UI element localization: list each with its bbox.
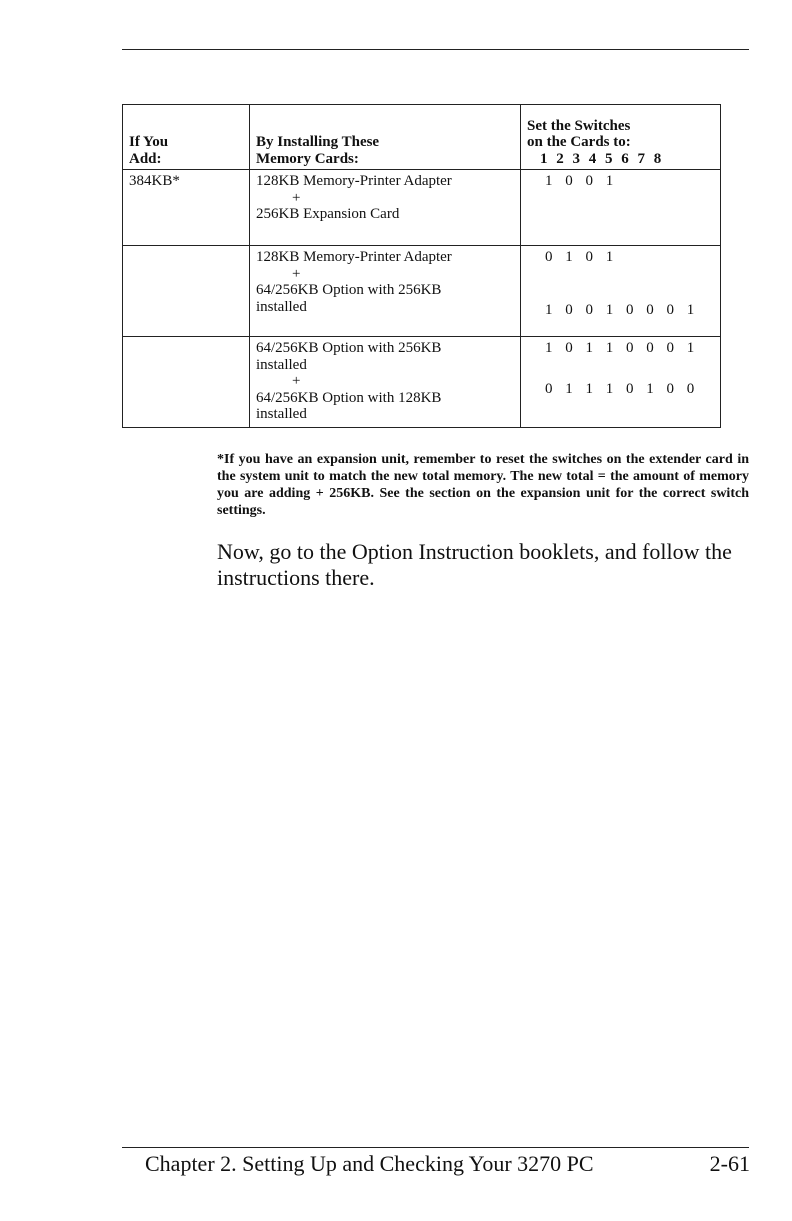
cell-cards: 128KB Memory-Printer Adapter + 64/256KB Option with 256KB installed: [250, 246, 521, 337]
header-if-you-add: If You Add:: [123, 105, 250, 170]
cell-switches: 1 0 1 1 0 0 0 1 0 1 1 1 0 1 0 0: [521, 337, 721, 428]
cell-add-amount: [123, 337, 250, 428]
top-rule: [122, 49, 749, 50]
memory-configuration-table: [122, 104, 721, 428]
bottom-rule: [122, 1147, 749, 1148]
plus-sign: +: [292, 265, 301, 282]
switch-numbers: 1 2 3 4 5 6 7 8: [540, 150, 664, 167]
instruction-text: Now, go to the Option Instruction booklets, and follow the instructions there.: [217, 539, 732, 590]
cell-cards: 128KB Memory-Printer Adapter + 256KB Expansion Card: [250, 170, 521, 246]
table-row: [123, 170, 721, 246]
cell-switches: 0 1 0 1 1 0 0 1 0 0 0 1: [521, 246, 721, 337]
table-row: [123, 337, 721, 428]
cell-switches: 1 0 0 1: [521, 170, 721, 246]
header-memory-cards: By Installing These Memory Cards:: [250, 105, 521, 170]
cell-add-amount: 384KB*: [123, 170, 250, 246]
table-row: [123, 246, 721, 337]
chapter-title: Chapter 2. Setting Up and Checking Your 3270 PC: [145, 1151, 594, 1176]
header-switch-settings: Set the Switches on the Cards to: 1 2 3 4 5 6 7 8: [521, 105, 721, 170]
table-header-row: [123, 105, 721, 170]
plus-sign: +: [292, 189, 301, 206]
footnote: *If you have an expansion unit, remember to reset the switches on the extender card in the system unit to match the new total memory. The new total = the amount of memory you are adding + 256KB. See the section on the expansion unit for the correct switch settings.: [217, 452, 749, 518]
plus-sign: +: [292, 373, 301, 389]
cell-cards: 64/256KB Option with 256KB installed + 64/256KB Option with 128KB installed: [250, 337, 521, 428]
page-number: 2-61: [709, 1151, 750, 1176]
cell-add-amount: [123, 246, 250, 337]
